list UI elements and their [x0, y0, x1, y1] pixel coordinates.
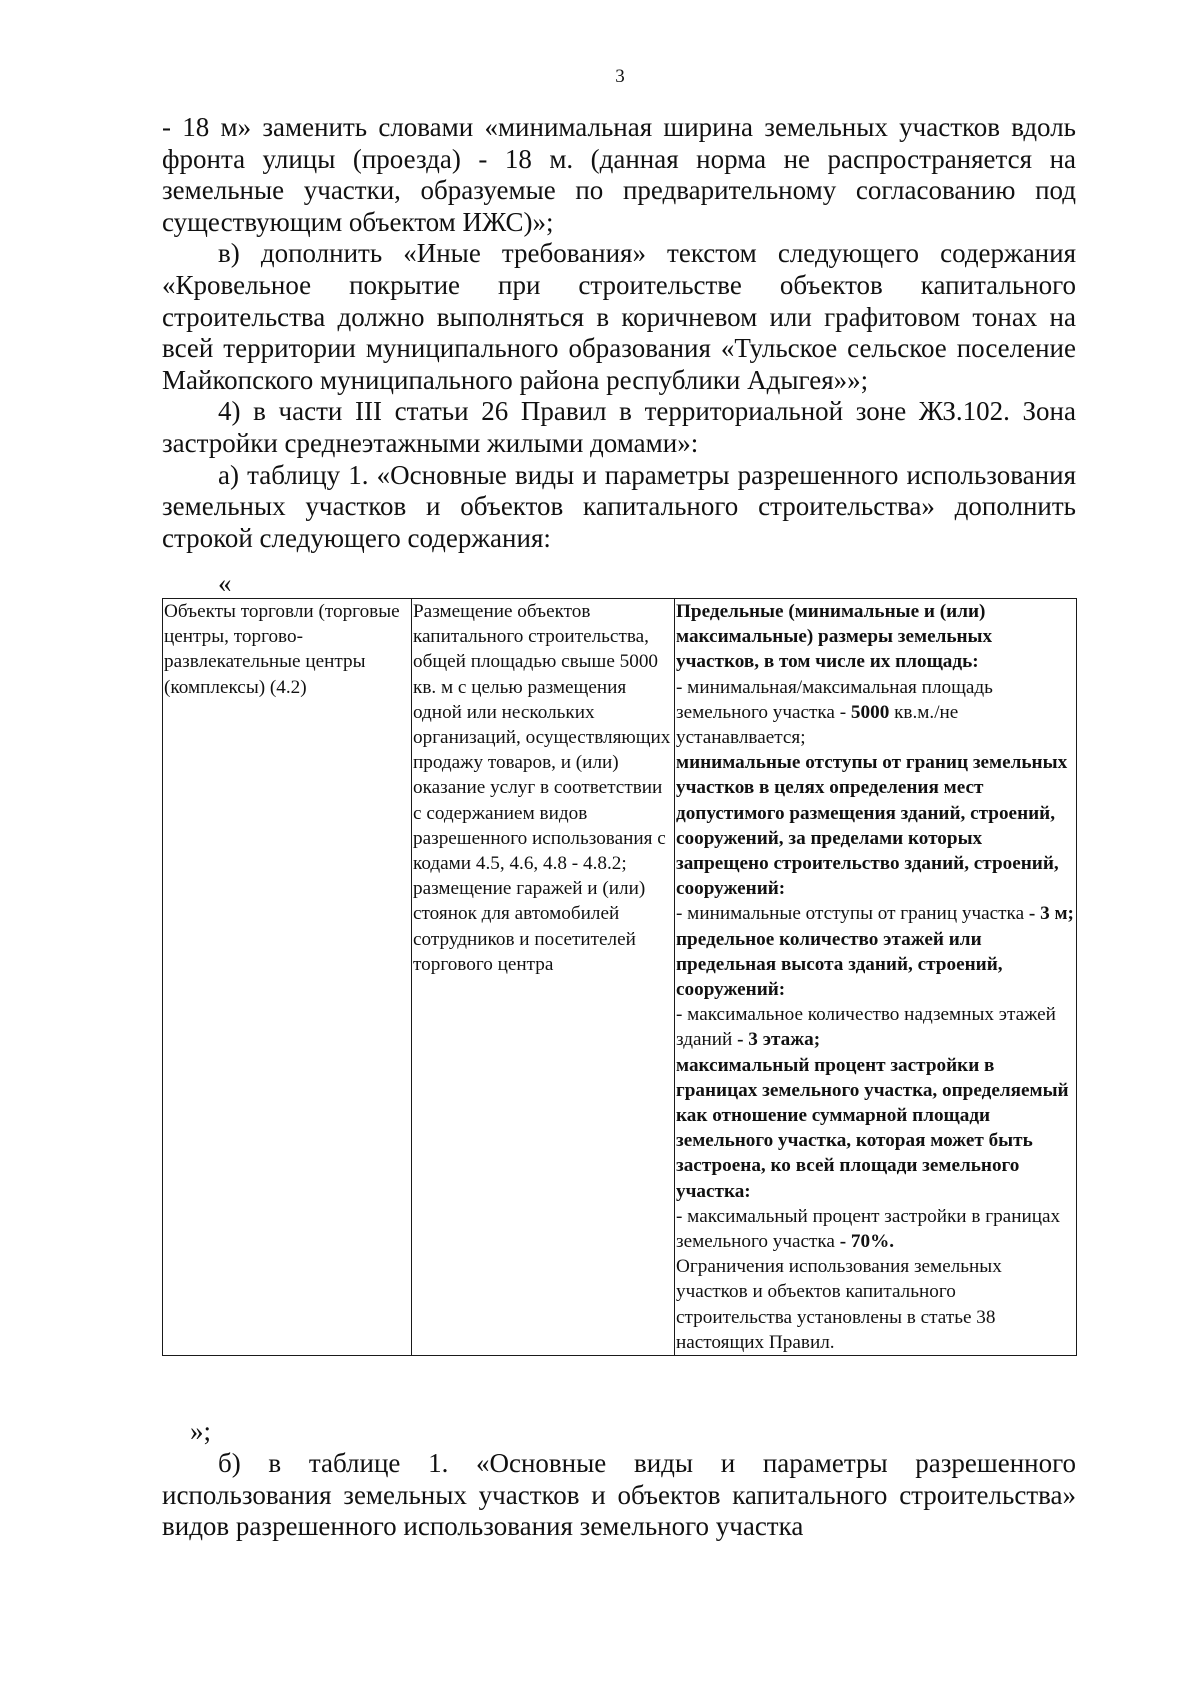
table-row	[163, 599, 1077, 1356]
body-text	[162, 112, 1076, 554]
parameter-text-segment: - минимальная/максимальная площадь земельного участка -	[676, 676, 993, 723]
cell-use-description: Размещение объектов капитального строительства, общей площадью свыше 5000 кв. м с целью размещения одной или нескольких организаций, осуществляющих продажу товаров, и (или) оказание услуг в соответствии с содержанием видов разрешенного использования с кодами 4.5, 4.6, 4.8 - 4.8.2; размещение гаражей и (или) стоянок для автомобилей сотрудников и посетителей торгового центра	[412, 599, 675, 1356]
parameter-text-segment: - 3 м;	[1028, 903, 1074, 925]
table-close-quote: »;	[190, 1416, 212, 1446]
cell-use-type: Объекты торговли (торговые центры, торгово-развлекательные центры (комплексы) (4.2)	[163, 599, 412, 1356]
paragraph-5: б) в таблице 1. «Основные виды и параметры разрешенного использования земельных участков и объектов капитального строительства» видов разрешенного использования земельного участка	[162, 1448, 1076, 1542]
parameter-text-segment: Предельные (минимальные и (или) максимальные) размеры земельных участков, в том числе их площадь:	[676, 601, 993, 673]
table-open-quote: «	[218, 568, 232, 598]
parameter-text-segment: - минимальные отступы от границ участка	[676, 903, 1029, 925]
paragraph-3: 4) в части III статьи 26 Правил в территориальной зоне ЖЗ.102. Зона застройки среднеэтажными жилыми домами»:	[162, 396, 1076, 458]
parameter-text-segment: 5000	[850, 701, 890, 723]
regulations-table	[162, 598, 1077, 1356]
parameter-text-segment: Ограничения использования земельных участков и объектов капитального строительства установлены в статье 38 настоящих Правил.	[676, 1256, 1002, 1353]
page-number: 3	[615, 66, 625, 87]
parameter-text-segment: - максимальное количество надземных этажей зданий	[676, 1004, 1056, 1051]
tail-text	[162, 1448, 1076, 1543]
paragraph-4: а) таблицу 1. «Основные виды и параметры разрешенного использования земельных участков и объектов капитального строительства» дополнить строкой следующего содержания:	[162, 459, 1076, 553]
paragraph-2: в) дополнить «Иные требования» текстом следующего содержания «Кровельное покрытие при строительстве объектов капитального строительства должно выполняться в коричневом или графитовом тонах на всей территории муниципального образования «Тульское сельское поселение Майкопского муниципального района республики Адыгея»»;	[162, 238, 1076, 395]
parameter-text-segment: - максимальный процент застройки в границах земельного участка	[676, 1205, 1061, 1253]
parameter-text-segment: минимальные отступы от границ земельных участков в целях определения мест допустимого размещения зданий, строений, сооружений, за пределами которых запрещено строительство зданий, строений, сооружений:	[676, 752, 1068, 900]
paragraph-1: - 18 м» заменить словами «минимальная ширина земельных участков вдоль фронта улицы (проезда) - 18 м. (данная норма не распространяется на земельные участки, образуемые по предварительному согласованию под существующим объектом ИЖС)»;	[162, 112, 1076, 237]
parameter-text-segment: кв.м./не устанавлвается;	[676, 701, 959, 749]
parameter-text-segment: - 70%.	[839, 1231, 895, 1253]
parameter-text-segment: максимальный процент застройки в границах земельного участка, определяемый как отношение суммарной площади земельного участка, которая может быть застроена, ко всей площади земельного участка:	[676, 1054, 1069, 1202]
parameter-text-segment: - 3 этажа;	[737, 1029, 821, 1051]
parameter-text-segment: предельное количество этажей или предельная высота зданий, строений, сооружений:	[676, 928, 1003, 1001]
cell-parameters	[675, 599, 1077, 1356]
